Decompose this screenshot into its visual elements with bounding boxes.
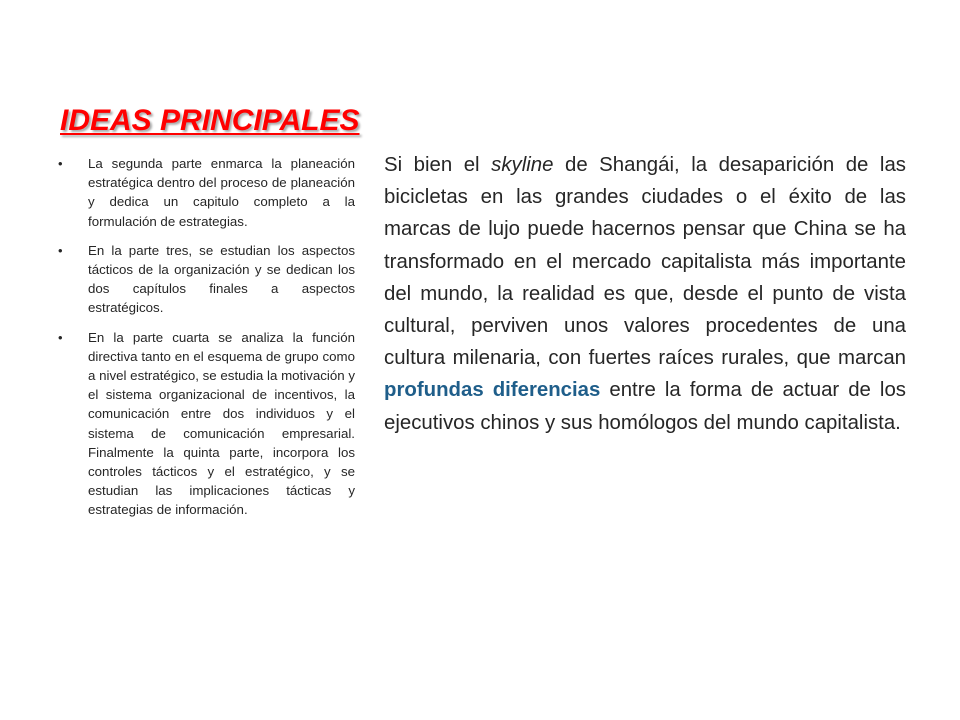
bullet-icon: • (58, 156, 63, 171)
bullet-text: La segunda parte enmarca la planeación estratégica dentro del proceso de planeación y dedica un capitulo completo a la formulación de estrategias. (88, 156, 355, 229)
bullet-item (58, 154, 355, 231)
paragraph-emphasis: profundas diferencias (384, 379, 601, 402)
main-paragraph (384, 149, 906, 439)
bullet-item (58, 328, 355, 520)
paragraph-text-start: Si bien el (384, 154, 492, 176)
bullet-text: En la parte tres, se estudian los aspectos tácticos de la organización y se dedican los dos capítulos finales a aspectos estratégicos. (88, 242, 355, 316)
bullet-icon: • (58, 242, 63, 258)
paragraph-text-end: entre la forma de actuar de los ejecutivos chinos y sus homólogos del mundo capitalista. (384, 379, 906, 434)
paragraph-text-middle: de Shangái, la desaparición de las bicicletas en las grandes ciudades o el éxito de las marcas de lujo puede hacernos pensar que China se ha transformado en el mercado capitalista más importante del mundo, la realidad es que, desde el punto de vista cultural, perviven unos valores procedentes de una cultura milenaria, con fuertes raíces rurales, que marcan (384, 154, 906, 370)
bullet-item (58, 241, 355, 318)
bullet-list (58, 154, 355, 530)
bullet-icon: • (58, 329, 63, 345)
slide-title: IDEAS PRINCIPALES (60, 104, 360, 137)
paragraph-italic-term: skyline (491, 154, 554, 176)
bullet-text: En la parte cuarta se analiza la función directiva tanto en el esquema de grupo como a nivel estratégico, se estudia la motivación y el sistema organizacional de incentivos, la comunicación entre dos individuos y el sistema de comunicación empresarial. Finalmente la quinta parte, incorpora los controles tácticos y el estratégico, y se estudian las implicaciones tácticas y estrategias de información. (88, 329, 355, 518)
